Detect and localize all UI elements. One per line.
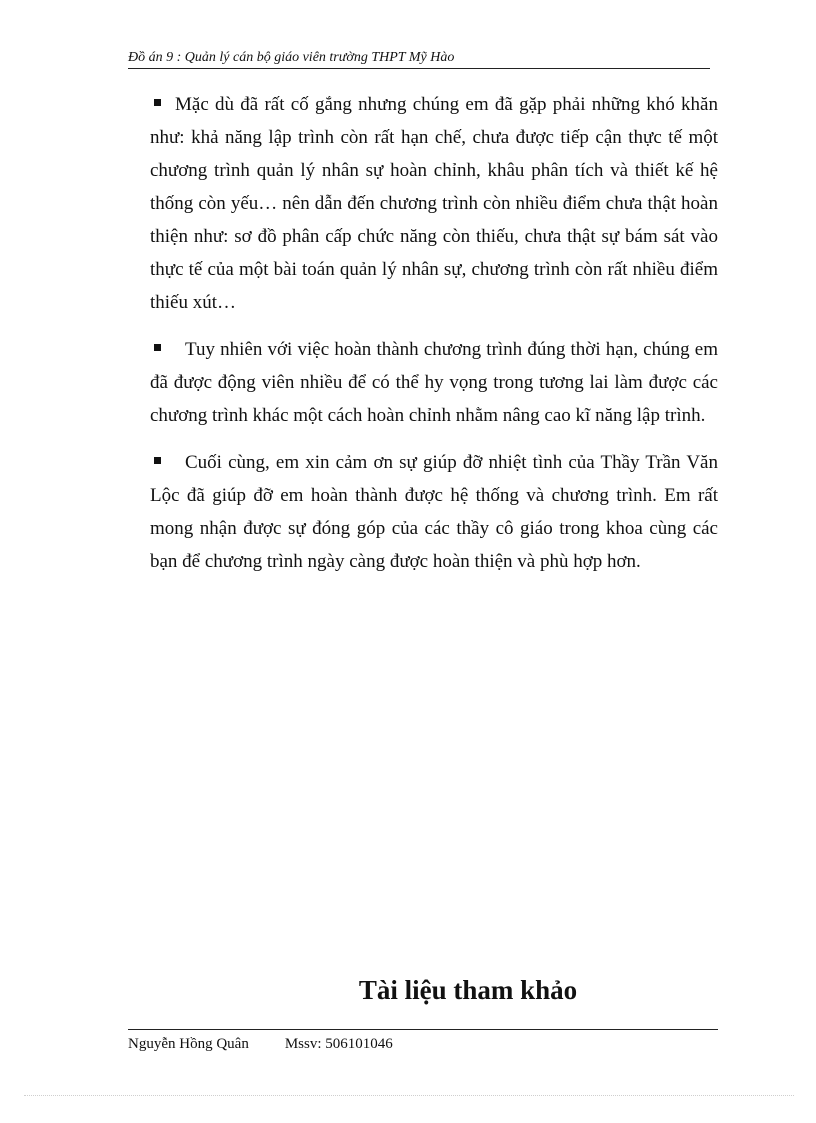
paragraph-text-2: Tuy nhiên với việc hoàn thành chương trình đúng thời hạn, chúng em đã được động viên nhiều để có thể hy vọng trong tương lai làm được các chương trình khác một cách hoàn chỉnh nhằm nâng cao kĩ năng lập trình. [150, 339, 718, 426]
square-bullet-icon [154, 99, 161, 106]
header-title: Đồ án 9 : Quản lý cán bộ giáo viên trường THPT Mỹ Hào [128, 50, 455, 65]
square-bullet-icon [154, 457, 161, 464]
bullet-paragraph-2 [150, 333, 718, 432]
square-bullet-icon [154, 344, 161, 351]
footer-divider [128, 1029, 718, 1030]
page-footer [128, 1034, 393, 1054]
document-body [150, 88, 718, 592]
bullet-paragraph-1 [150, 88, 718, 319]
page-header [128, 48, 710, 69]
footer-author: Nguyễn Hồng Quân [128, 1036, 249, 1052]
bullet-paragraph-3 [150, 446, 718, 578]
paragraph-text-1: Mặc dù đã rất cố gắng nhưng chúng em đã gặp phải những khó khăn như: khả năng lập trình còn rất hạn chế, chưa được tiếp cận thực tế một chương trình quản lý nhân sự hoàn chỉnh, khâu phân tích và thiết kế hệ thống còn yếu… nên dẫn đến chương trình còn nhiều điểm chưa thật hoàn thiện như: sơ đồ phân cấp chức năng còn thiếu, chưa thật sự bám sát vào thực tế của một bài toán quản lý nhân sự, chương trình còn rất nhiều điểm thiếu xút… [150, 94, 718, 313]
page-edge-divider [24, 1095, 794, 1096]
footer-student-id: Mssv: 506101046 [284, 1036, 393, 1052]
references-heading: Tài liệu tham khảo [358, 975, 578, 1005]
paragraph-text-3: Cuối cùng, em xin cảm ơn sự giúp đỡ nhiệt tình của Thầy Trần Văn Lộc đã giúp đỡ em hoàn thành được hệ thống và chương trình. Em rất mong nhận được sự đóng góp của các thầy cô giáo trong khoa cùng các bạn để chương trình ngày càng được hoàn thiện và phù hợp hơn. [150, 452, 718, 572]
